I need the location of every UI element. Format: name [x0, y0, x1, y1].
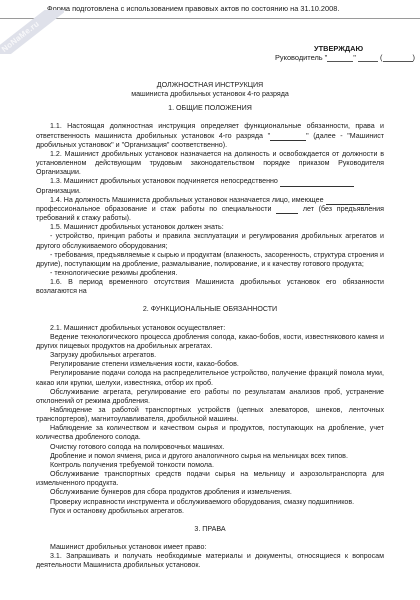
- section-heading-duties: 2. ФУНКЦИОНАЛЬНЫЕ ОБЯЗАННОСТИ: [142, 305, 278, 314]
- list-item: - устройство, принцип работы и правила эксплуатации и регулирования дробильных агрегатов и другого обслуживаемого оборудования;: [36, 232, 384, 250]
- list-item: Очистку готового солода на полировочных машинах.: [50, 442, 225, 451]
- list-item: Наблюдение за количеством и качеством сырья и продуктов, поступающих на дробление, учет количества дробленого солода.: [36, 424, 384, 442]
- section-heading-general: 1. ОБЩИЕ ПОЛОЖЕНИЯ: [168, 104, 252, 113]
- paragraph: Машинист дробильных установок имеет право:: [50, 543, 207, 552]
- doc-title: ДОЛЖНОСТНАЯ ИНСТРУКЦИЯ: [156, 81, 264, 89]
- watermark-text: NoNaMe.ru: [0, 19, 41, 54]
- form-notice: Форма подготовлена с использованием правовых актов по состоянию на 31.10.2008.: [47, 4, 340, 13]
- list-item: Загрузку дробильных агрегатов.: [50, 351, 157, 360]
- doc-subtitle: машиниста дробильных установок 4-го разряда: [131, 90, 289, 99]
- list-item: Контроль получения требуемой тонкости помола.: [50, 460, 214, 469]
- paragraph: 2.1. Машинист дробильных установок осуществляет:: [50, 323, 226, 332]
- document-body: [36, 81, 384, 571]
- list-item: Наблюдение за работой транспортных устройств (цепных элеваторов, шнеков, ленточных транспортеров), магнитоулавливателя, дробильной машины.: [36, 406, 384, 424]
- approval-title: УТВЕРЖДАЮ: [314, 44, 364, 53]
- paragraph: 1.6. В период временного отсутствия Машиниста дробильных установок его обязанности возлагаются на: [36, 278, 384, 296]
- paragraph: 1.3. Машинист дробильных установок подчиняется непосредственно: [36, 177, 384, 186]
- list-item: Регулирование степени измельчения кости, какао-бобов.: [50, 360, 239, 369]
- paragraph: 1.5. Машинист дробильных установок должен знать:: [50, 223, 224, 232]
- paragraph: профессиональное образование и стаж работы по специальности лет (без предъявления требований к стажу работы).: [36, 204, 384, 223]
- paragraph: 1.1. Настоящая должностная инструкция определяет функциональные обязанности, права и ответственность машиниста дробильных установок 4-го разряда " " (далее - "Машинист дробильных установок" и "Организация" соответственно).: [36, 122, 384, 149]
- watermark-logo: [0, 10, 64, 54]
- list-item: Проверку исправности инструмента и обслуживаемого оборудования, смазку подшипников.: [50, 497, 355, 506]
- list-item: Обслуживание агрегата, регулирование его работы по результатам анализов проб, устранение отклонений от режима дробления.: [36, 387, 384, 405]
- list-item: Обслуживание транспортных средств подачи сырья на мельницу и аэрозольтранспорта для измельченного продукта.: [36, 470, 384, 488]
- list-item: Обслуживание бункеров для сбора продуктов дробления и измельчения.: [50, 488, 292, 497]
- list-item: Регулирование подачи солода на распределительное устройство, получение фракций помола муки, какао или крупки, шелухи, известняка, отбор их проб.: [36, 369, 384, 387]
- paragraph: Организации.: [36, 186, 81, 195]
- paragraph: 3.1. Запрашивать и получать необходимые материалы и документы, относящиеся к вопросам деятельности Машиниста дробильных установок.: [36, 552, 384, 570]
- paragraph: 1.2. Машинист дробильных установок назначается на должность и освобождается от должности в установленном действующим трудовым законодательством порядке приказом Руководителя Организации.: [36, 149, 384, 177]
- list-item: Дробление и помол ячменя, риса и другого аналогичного сырья на мельницах всех типов.: [50, 451, 348, 460]
- approval-signature-line: Руководитель " " ( ): [275, 53, 415, 62]
- list-item: - требования, предъявляемые к сырью и продуктам (влажность, засоренность, структура строения и другие), поступающим на дробление, размалывание, полирование, и к качеству готового продукта;: [36, 250, 384, 268]
- list-item: Пуск и остановку дробильных агрегатов.: [50, 506, 184, 515]
- section-heading-rights: 3. ПРАВА: [194, 524, 226, 533]
- list-item: - технологические режимы дробления.: [50, 268, 178, 277]
- paragraph: 1.4. На должность Машиниста дробильных установок назначается лицо, имеющее: [36, 196, 384, 205]
- list-item: Ведение технологического процесса дробления солода, какао-бобов, кости, известнякового камня и других пищевых продуктов на дробильных агрегатах.: [36, 332, 384, 350]
